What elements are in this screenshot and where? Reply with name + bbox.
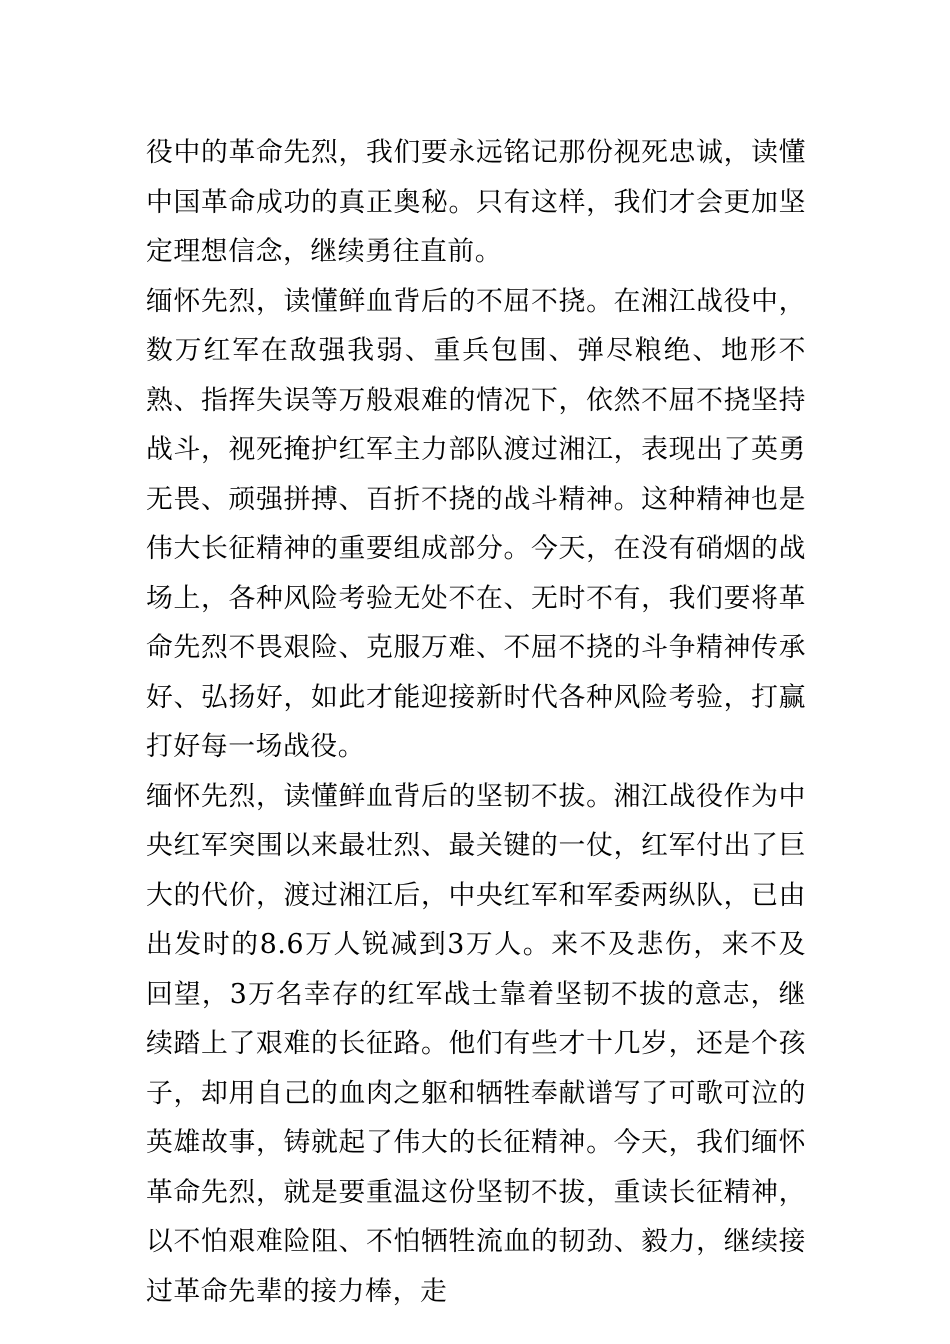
body-text [146, 128, 806, 1316]
paragraph-3: 缅怀先烈，读懂鲜血背后的坚韧不拔。湘江战役作为中央红军突围以来最壮烈、最关键的一仗，红军付出了巨大的代价，渡过湘江后，中央红军和军委两纵队，已由出发时的8.6万人锐减到3万人。来不及悲伤，来不及回望，3万名幸存的红军战士靠着坚韧不拔的意志，继续踏上了艰难的长征路。他们有些才十几岁，还是个孩子，却用自己的血肉之躯和牺牲奉献谱写了可歌可泣的英雄故事，铸就起了伟大的长征精神。今天，我们缅怀革命先烈，就是要重温这份坚韧不拔，重读长征精神，以不怕艰难险阻、不怕牺牲流血的韧劲、毅力，继续接过革命先辈的接力棒，走 [146, 780, 806, 1307]
paragraph-1: 役中的革命先烈，我们要永远铭记那份视死忠诚，读懂中国革命成功的真正奥秘。只有这样，我们才会更加坚定理想信念，继续勇往直前。 [146, 137, 806, 267]
paragraph-2: 缅怀先烈，读懂鲜血背后的不屈不挠。在湘江战役中，数万红军在敌强我弱、重兵包围、弹尽粮绝、地形不熟、指挥失误等万般艰难的情况下，依然不屈不挠坚持战斗，视死掩护红军主力部队渡过湘江，表现出了英勇无畏、顽强拼搏、百折不挠的战斗精神。这种精神也是伟大长征精神的重要组成部分。今天，在没有硝烟的战场上，各种风险考验无处不在、无时不有，我们要将革命先烈不畏艰险、克服万难、不屈不挠的斗争精神传承好、弘扬好，如此才能迎接新时代各种风险考验，打赢打好每一场战役。 [146, 285, 806, 762]
